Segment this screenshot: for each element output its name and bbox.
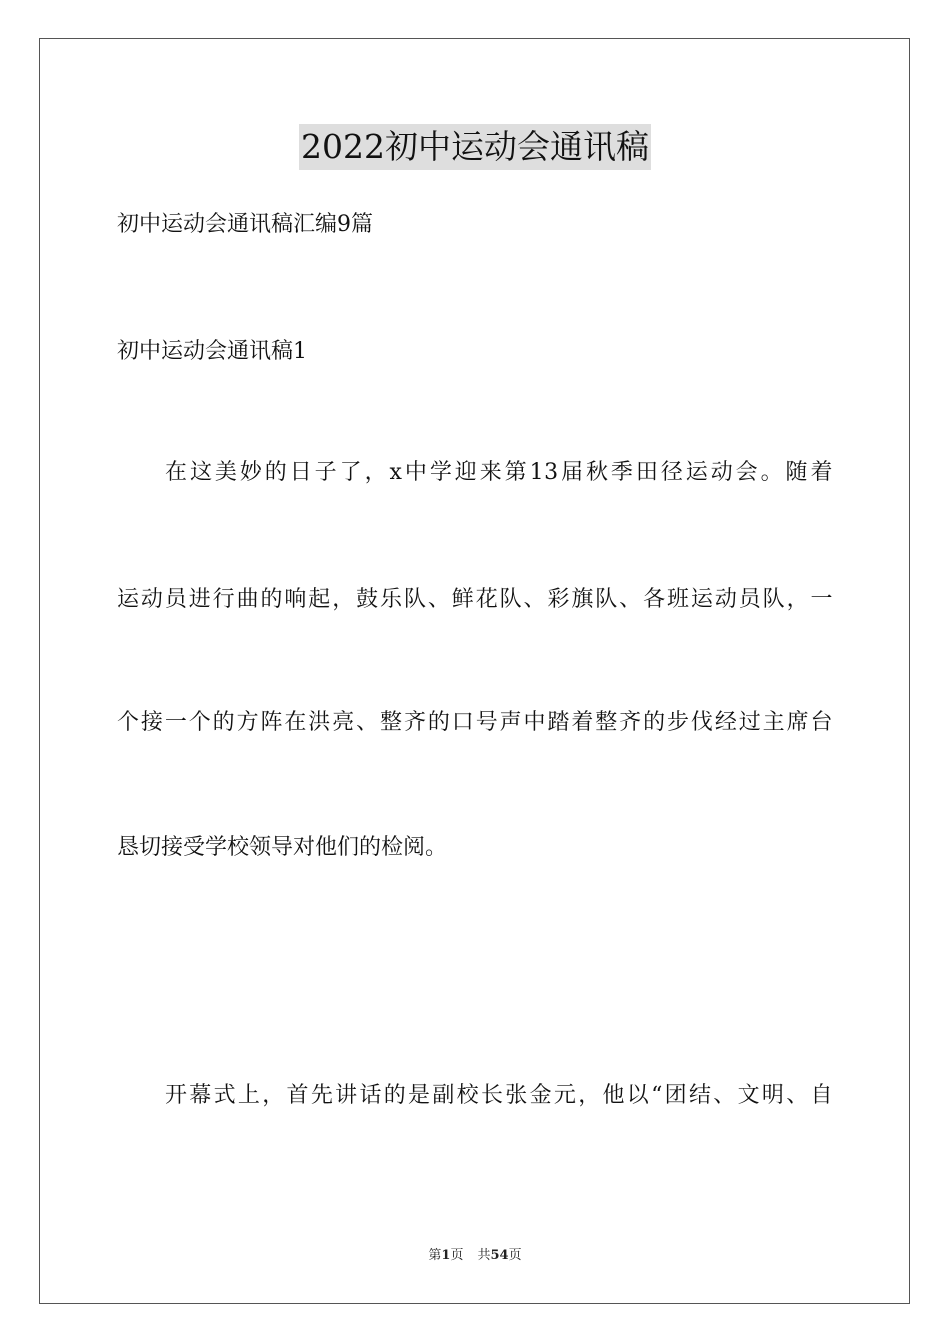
paragraph-line-3: 个接一个的方阵在洪亮、整齐的口号声中踏着整齐的步伐经过主席台 (117, 710, 833, 735)
footer-page-prefix: 第 (428, 1248, 442, 1263)
footer-total-suffix: 页 (508, 1248, 522, 1263)
footer-total-pages: 54 (490, 1248, 509, 1263)
paragraph-line-2: 运动员进行曲的响起，鼓乐队、鲜花队、彩旗队、各班运动员队，一 (117, 587, 833, 612)
paragraph-line-4: 恳切接受学校领导对他们的检阅。 (117, 835, 448, 860)
footer-page-suffix: 页 (450, 1248, 464, 1263)
paragraph-line-1: 在这美妙的日子了，x中学迎来第13届秋季田径运动会。随着 (165, 460, 833, 485)
document-title: 2022初中运动会通讯稿 (299, 124, 651, 170)
page-footer (0, 1247, 950, 1265)
title-container (0, 124, 950, 170)
section-heading: 初中运动会通讯稿1 (117, 339, 307, 364)
document-subtitle: 初中运动会通讯稿汇编9篇 (117, 212, 373, 237)
footer-page-number: 1 (441, 1248, 451, 1263)
footer-total-prefix: 共 (477, 1248, 491, 1263)
paragraph2-line-1: 开幕式上，首先讲话的是副校长张金元，他以“团结、文明、自 (165, 1083, 833, 1108)
